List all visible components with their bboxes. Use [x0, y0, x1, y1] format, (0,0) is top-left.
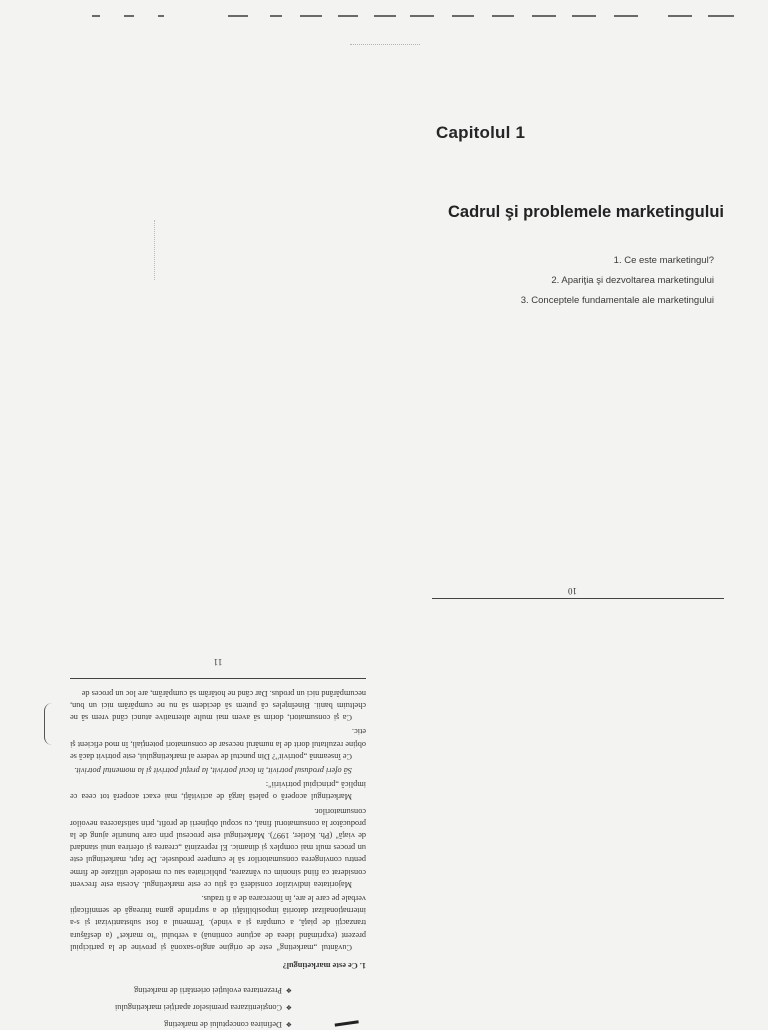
body-paragraph: Marketingul acoperă o paletă largă de activităţi, mai exact acoperă tot ceea ce implică „principiul potrivirii": — [70, 780, 366, 802]
objective-item: ❖ Definirea conceptului de marketing — [70, 1013, 292, 1030]
chapter-contents — [414, 254, 714, 314]
objective-item: ❖ Conştientizarea premiselor apariţiei marketingului — [70, 996, 292, 1013]
page-rule — [70, 678, 366, 679]
principle-quote: Să oferi produsul potrivit, în locul potrivit, la preţul potrivit şi la momentul potrivit. — [74, 765, 352, 775]
scan-dash — [124, 15, 134, 17]
upside-down-page — [70, 575, 366, 1030]
handwritten-bracket — [44, 703, 59, 745]
body-paragraph: Cuvântul „marketing" este de origine anglo-saxonă şi provine de la participiul prezent (exprimând ideea de acţiune continuă) a verbului "to market" (a desfăşura tranzacţii de piaţă, a cumpăra şi a vinde). Termenul a fost substantivizat şi s-a internaţionalizat datorită imposibilităţii de a surprinde gama întreagă de semnificaţii verbale pe care le are, în încercarea de a fi tradus. — [70, 893, 366, 952]
scan-dash — [270, 15, 282, 17]
body-paragraph: Ca şi consumatori, dorim să avem mai multe alternative atunci când vrem să ne cheltuim banii. Bineînţeles că putem să decidem să nu ne cumpărăm nici un bun, necumpărând nici un produs. Dar când ne hotărâm să cumpărăm, are loc un proces de — [70, 688, 366, 723]
page-rule — [432, 598, 724, 599]
scan-dash — [374, 15, 396, 17]
body-paragraph: Ce înseamnă „potrivit"? Din punctul de vedere al marketingului, este potrivit dacă se obţine rezultatul dorit de la numărul necesar de consumatori potenţiali, în mod eficient şi etic. — [70, 727, 366, 761]
scan-dash — [614, 15, 638, 17]
contents-item: 1. Ce este marketingul? — [613, 255, 714, 266]
scan-dash — [228, 15, 248, 17]
scan-dash — [452, 15, 474, 17]
scan-noise — [350, 44, 420, 51]
scan-dash — [300, 15, 322, 17]
scan-noise — [154, 220, 157, 280]
scan-dash — [338, 15, 358, 17]
objective-item: ❖ Prezentarea evoluţiei orientării de marketing — [70, 979, 292, 996]
scan-edge-artifact — [0, 0, 768, 30]
scan-dash — [708, 15, 734, 17]
scan-dash — [492, 15, 514, 17]
scan-dash — [92, 15, 100, 17]
scan-dash — [668, 15, 692, 17]
section-heading: 1. Ce este marketingul? — [282, 961, 366, 970]
body-paragraph: Majoritatea indivizilor consideră că ştiu ce este marketingul. Acesta este frecvent considerat ca fiind sinonim cu vânzarea, publicitatea sau cu metodele utilizate de firme pentru convingerea consumatorilor să le cumpere produsele. De fapt, marketingul este un proces mult mai complex şi dinamic. El reprezintă „crearea şi oferirea unui standard de viaţă" (Ph. Kotler, 1997). Marketingul este procesul prin care bunurile ajung de la producător la consumatorul final, cu scopul obţinerii de profit, prin satisfacerea nevoilor consumatorilor. — [70, 806, 366, 889]
page-number: 10 — [568, 586, 577, 596]
scan-dash — [410, 15, 434, 17]
chapter-title: Cadrul şi problemele marketingului — [448, 203, 724, 221]
scan-dash — [532, 15, 556, 17]
contents-item: 2. Apariţia şi dezvoltarea marketingului — [551, 275, 714, 286]
scan-dash — [158, 15, 164, 17]
contents-item: 3. Conceptele fundamentale ale marketingului — [520, 295, 714, 306]
page-number: 11 — [213, 656, 223, 667]
objectives-list — [70, 979, 292, 1030]
scan-dash — [572, 15, 596, 17]
chapter-number: Capitolul 1 — [436, 123, 526, 142]
